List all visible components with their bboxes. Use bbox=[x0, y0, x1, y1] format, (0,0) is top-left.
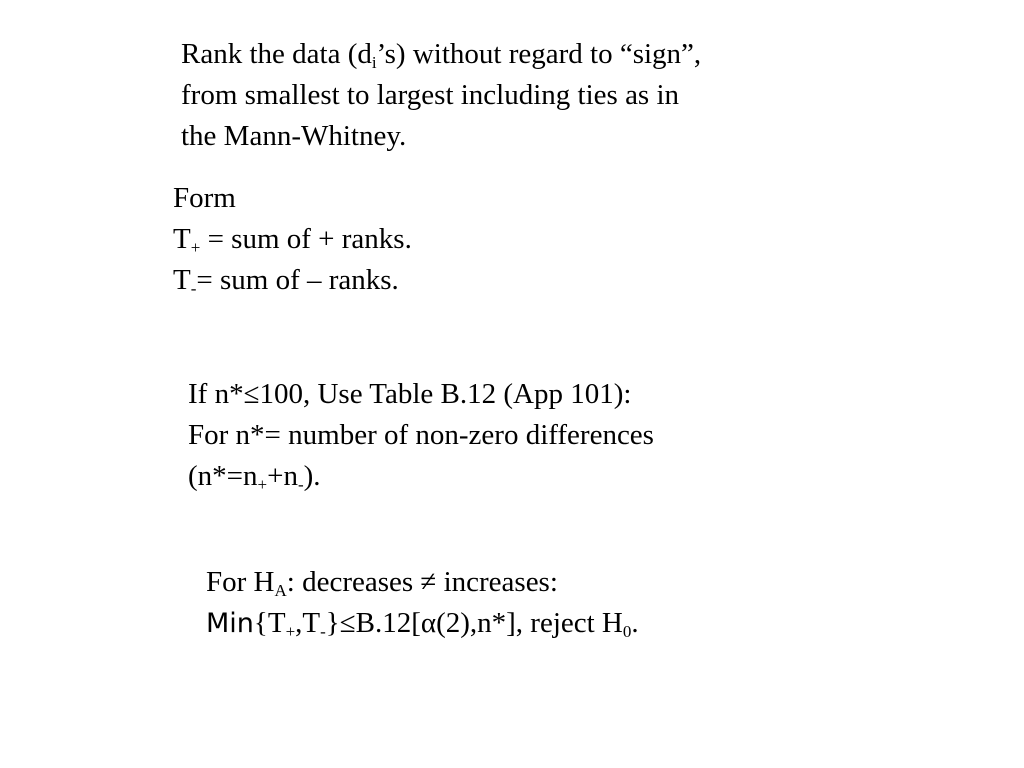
rank-line-3: the Mann-Whitney. bbox=[181, 120, 407, 152]
form-statistics bbox=[173, 178, 412, 301]
rank-line-2: from smallest to largest including ties as in bbox=[181, 79, 680, 111]
min-label: Min bbox=[206, 608, 254, 639]
table-line-3: $(n*=n_++n_-)$. bbox=[188, 460, 321, 494]
decision-rule bbox=[206, 562, 639, 644]
table-usage-note bbox=[188, 374, 654, 497]
form-heading: Form bbox=[173, 182, 236, 214]
t-plus-definition: $T_+$ = sum of + ranks. bbox=[173, 223, 412, 257]
rejection-rule-line: $Min\{T_+,T_-\}\le B.12[\alpha(2),n*]$, reject $H_0$. bbox=[206, 607, 639, 641]
ranking-instructions bbox=[181, 34, 701, 157]
t-minus-definition: $T_-=$ sum of – ranks. bbox=[173, 264, 399, 298]
rank-line-1: Rank the data $(d_i’s)$ without regard to “sign”, bbox=[181, 38, 702, 72]
table-line-2: For n*= number of non-zero differences bbox=[188, 419, 654, 451]
hypothesis-line: For $H_A$: decreases ≠ increases: bbox=[206, 566, 558, 600]
table-line-1: If n*≤100, Use Table B.12 (App 101): bbox=[188, 378, 632, 410]
